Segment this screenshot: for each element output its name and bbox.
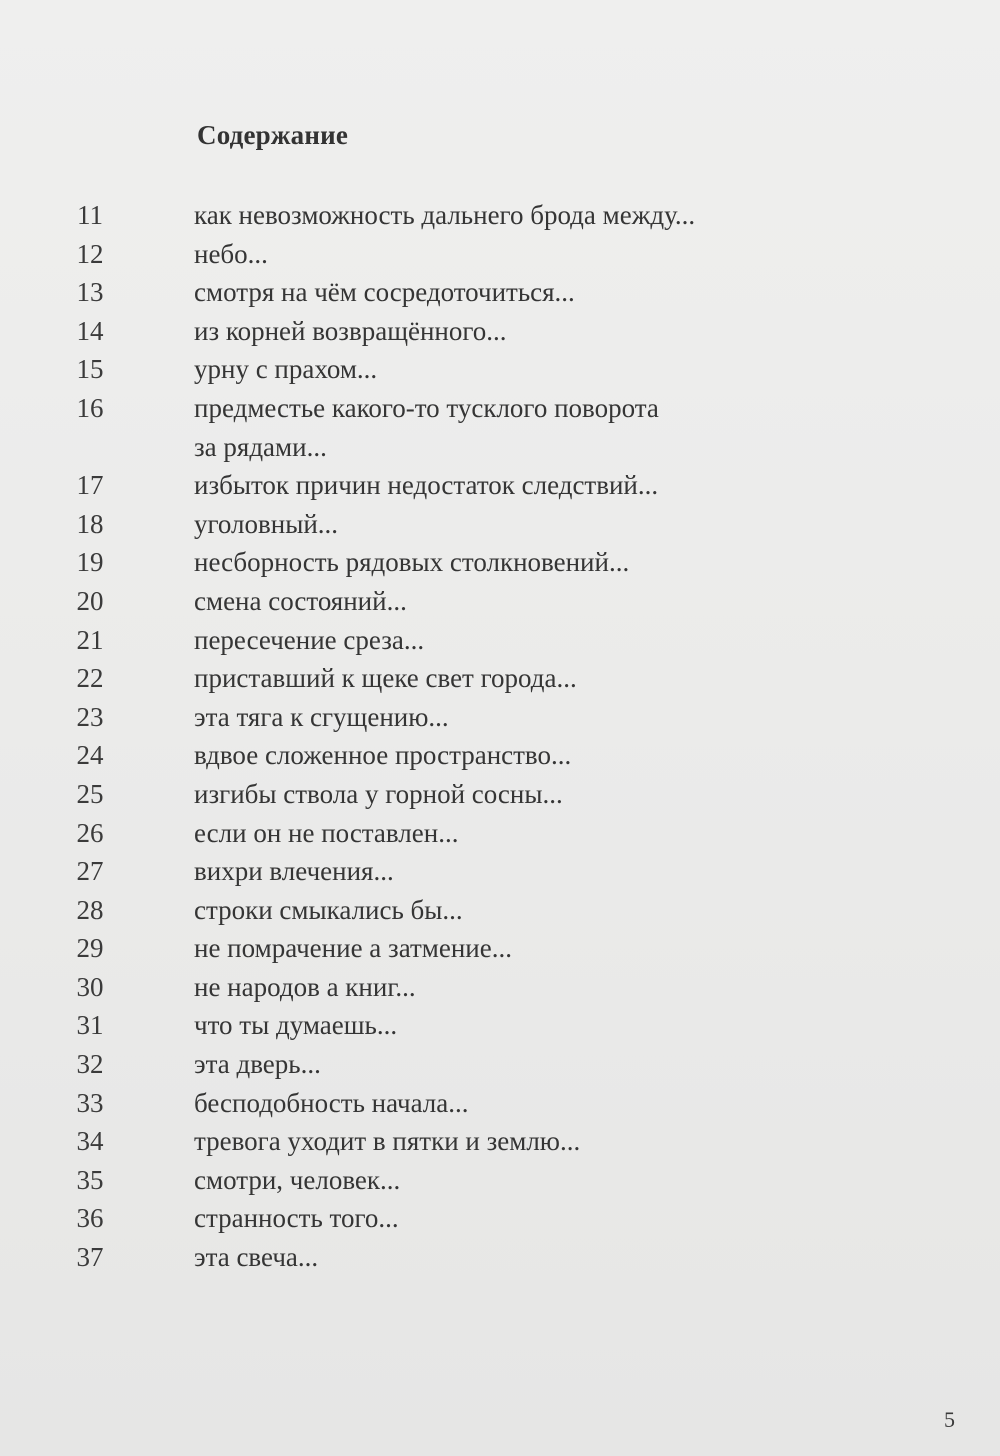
- toc-entry-title: [194, 698, 814, 737]
- toc-entry-title-line: уголовный...: [194, 508, 339, 539]
- toc-entry: [0, 1161, 1000, 1200]
- toc-entry-title-line: не народов а книг...: [194, 971, 416, 1002]
- toc-entry: [0, 968, 1000, 1007]
- toc-entry-page-number: 16: [76, 392, 104, 423]
- toc-entry-title: [194, 273, 814, 312]
- toc-entry: [0, 389, 1000, 466]
- toc-entry-page-number: 36: [76, 1203, 104, 1234]
- toc-entry-title: [194, 929, 814, 968]
- toc-entry-title-line: как невозможность дальнего брода между...: [194, 200, 696, 230]
- toc-entry-title: [194, 505, 814, 544]
- toc-entry-page-number: 24: [76, 740, 104, 771]
- toc-entry-title: [194, 1161, 814, 1200]
- toc-entry-title-line: если он не поставлен...: [194, 817, 459, 848]
- toc-entry: [0, 929, 1000, 968]
- toc-entry-title-line: предместье какого-то тусклого поворота: [194, 392, 659, 423]
- toc-entry-title: [194, 814, 814, 853]
- toc-entry-title-line: за рядами...: [194, 431, 327, 462]
- toc-entry: [0, 543, 1000, 582]
- toc-entry-title: [194, 1045, 814, 1084]
- toc-entry-title: [194, 582, 814, 621]
- toc-entry-title: [194, 1006, 814, 1045]
- toc-entry-page-number: 17: [76, 470, 104, 501]
- toc-entry-title: [194, 543, 814, 582]
- toc-entry: [0, 659, 1000, 698]
- toc-entry-title-line: вдвое сложенное пространство...: [194, 740, 572, 771]
- toc-entry-page-number: 27: [76, 856, 104, 887]
- toc-entry-page-number: 29: [76, 933, 104, 964]
- toc-entry-title-line: смена состояний...: [194, 585, 407, 616]
- toc-entry-page-number: 28: [76, 894, 104, 925]
- toc-entry-title: [194, 659, 814, 698]
- toc-entry: [0, 235, 1000, 274]
- toc-entry: [0, 466, 1000, 505]
- toc-entry: [0, 736, 1000, 775]
- toc-entry-page-number: 19: [76, 547, 104, 578]
- toc-entry-title: [194, 621, 814, 660]
- toc-entry-page-number: 26: [76, 817, 104, 848]
- toc-entry-title-line: избыток причин недостаток следствий...: [194, 470, 659, 501]
- toc-entry: [0, 852, 1000, 891]
- toc-entry-title-line: эта тяга к сгущению...: [194, 701, 449, 732]
- toc-entry-title: [194, 350, 814, 389]
- toc-entry-page-number: 11: [77, 200, 103, 230]
- toc-entry-title-line: пересечение среза...: [194, 624, 425, 655]
- toc-entry-title-line: из корней возвращённого...: [194, 315, 507, 346]
- toc-entry-title-line: бесподобность начала...: [194, 1087, 469, 1118]
- toc-entry: [0, 621, 1000, 660]
- toc-entry-page-number: 37: [76, 1242, 104, 1273]
- toc-entry-page-number: 33: [76, 1087, 104, 1118]
- toc-entry-title: [194, 852, 814, 891]
- toc-entry: [0, 505, 1000, 544]
- toc-entry-title-line: тревога уходит в пятки и землю...: [194, 1126, 581, 1157]
- toc-entry-title-line: смотри, человек...: [194, 1164, 401, 1195]
- toc-entry-page-number: 21: [76, 624, 104, 655]
- toc-entry-title-line: не помрачение а затмение...: [194, 933, 512, 964]
- table-of-contents: [0, 196, 1000, 1277]
- toc-entry-title: [194, 1199, 814, 1238]
- toc-entry: [0, 1006, 1000, 1045]
- toc-entry-title-line: несборность рядовых столкновений...: [194, 547, 630, 578]
- toc-entry-title: [194, 775, 814, 814]
- toc-entry-page-number: 15: [76, 354, 104, 385]
- toc-entry: [0, 814, 1000, 853]
- toc-entry-title: [194, 466, 814, 505]
- toc-entry: [0, 1045, 1000, 1084]
- toc-entry-title: [194, 968, 814, 1007]
- toc-entry: [0, 350, 1000, 389]
- toc-entry: [0, 1199, 1000, 1238]
- toc-entry-page-number: 35: [76, 1164, 104, 1195]
- toc-entry-title-line: смотря на чём сосредоточиться...: [194, 277, 575, 308]
- contents-heading: Содержание: [197, 120, 349, 150]
- toc-entry-title: [194, 235, 814, 274]
- toc-entry-title-line: изгибы ствола у горной сосны...: [194, 778, 563, 809]
- toc-entry: [0, 196, 1000, 235]
- toc-entry: [0, 273, 1000, 312]
- toc-entry: [0, 312, 1000, 351]
- toc-entry: [0, 698, 1000, 737]
- toc-entry-title-line: эта свеча...: [194, 1242, 319, 1273]
- toc-entry-title: [194, 891, 814, 930]
- toc-entry: [0, 891, 1000, 930]
- toc-entry-title-line: строки смыкались бы...: [194, 894, 463, 925]
- toc-entry-title: [194, 389, 814, 466]
- toc-entry-title-line: приставший к щеке свет города...: [194, 663, 577, 694]
- toc-entry-page-number: 22: [76, 663, 104, 694]
- toc-entry-title: [194, 1122, 814, 1161]
- toc-entry: [0, 775, 1000, 814]
- toc-entry: [0, 1122, 1000, 1161]
- toc-entry-title-line: урну с прахом...: [194, 354, 378, 385]
- toc-entry-page-number: 13: [76, 277, 104, 308]
- toc-entry-title-line: небо...: [194, 238, 268, 269]
- toc-entry-title-line: эта дверь...: [194, 1049, 321, 1080]
- toc-entry-page-number: 20: [76, 585, 104, 616]
- page-number: 5: [944, 1407, 955, 1432]
- toc-entry: [0, 582, 1000, 621]
- toc-entry: [0, 1238, 1000, 1277]
- toc-entry-page-number: 18: [76, 508, 104, 539]
- toc-entry-title: [194, 1238, 814, 1277]
- toc-entry: [0, 1084, 1000, 1123]
- toc-entry-page-number: 12: [76, 238, 104, 269]
- toc-entry-page-number: 32: [76, 1049, 104, 1080]
- toc-entry-page-number: 23: [76, 701, 104, 732]
- toc-entry-page-number: 34: [76, 1126, 104, 1157]
- toc-entry-page-number: 14: [76, 315, 104, 346]
- toc-entry-title: [194, 312, 814, 351]
- toc-entry-page-number: 30: [76, 971, 104, 1002]
- toc-entry-title: [194, 196, 814, 235]
- toc-entry-title: [194, 736, 814, 775]
- toc-entry-title: [194, 1084, 814, 1123]
- toc-entry-page-number: 25: [76, 778, 104, 809]
- toc-entry-page-number: 31: [76, 1010, 104, 1041]
- toc-entry-title-line: странность того...: [194, 1203, 399, 1234]
- toc-entry-title-line: вихри влечения...: [194, 856, 394, 887]
- toc-entry-title-line: что ты думаешь...: [194, 1010, 398, 1041]
